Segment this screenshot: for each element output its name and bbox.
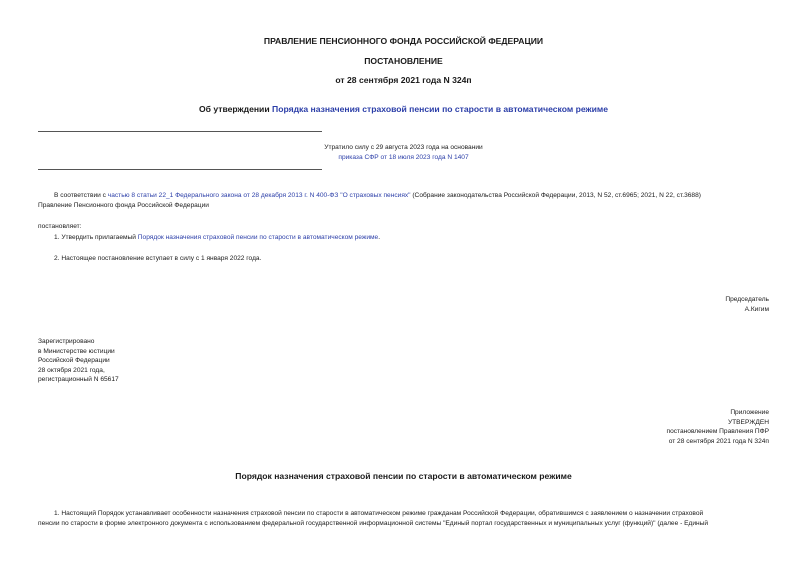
registration-line: Российской Федерации (38, 357, 110, 364)
signature-role: Председатель (725, 296, 769, 303)
preamble-text-after: (Собрание законодательства Российской Федерации, 2013, N 52, ст.6965; 2021, N 22, ст.3688) (410, 192, 701, 199)
preamble-text-before: В соответствии с (54, 192, 108, 199)
preamble-law-link[interactable]: частью 8 статьи 22_1 Федерального закона от 28 декабря 2013 г. N 400-ФЗ "О страховых пенсиях" (107, 192, 411, 199)
decree-item-1 (54, 233, 380, 243)
registration-line: в Министерстве юстиции (38, 347, 115, 355)
authority-heading: ПРАВЛЕНИЕ ПЕНСИОННОГО ФОНДА РОССИЙСКОЙ ФЕДЕРАЦИИ (263, 36, 544, 46)
document-title (0, 104, 807, 114)
item1-text: 1. Утвердить прилагаемый (54, 234, 138, 241)
appendix-line: УТВЕРЖДЕН (727, 418, 769, 426)
appendix-line: постановлением Правления ПФР (666, 428, 769, 435)
appendix-line: от 28 сентября 2021 года N 324п (668, 437, 769, 445)
appendix-line: Приложение (730, 409, 769, 416)
status-note (0, 143, 807, 162)
bottom-divider (38, 169, 322, 170)
registration-line: 28 октября 2021 года, (38, 366, 105, 374)
title-link[interactable]: Порядка назначения страховой пенсии по старости в автоматическом режиме (272, 104, 609, 114)
procedure-title: Порядок назначения страховой пенсии по старости в автоматическом режиме (235, 471, 572, 481)
preamble (38, 191, 778, 210)
status-note-link[interactable]: приказа СФР от 18 июля 2023 года N 1407 (338, 153, 469, 161)
item1-after: . (378, 234, 381, 241)
title-prefix: Об утверждении (198, 104, 273, 114)
preamble-line2: Правление Пенсионного фонда Российской Федерации (38, 201, 209, 209)
procedure-paragraph-1 (38, 509, 778, 528)
registration-block (38, 337, 119, 385)
status-note-line1: Утратило силу с 29 августа 2023 года на основании (324, 144, 483, 151)
paragraph-line: пенсии по старости в форме электронного документа с использованием федеральной государственной информационной системы "Единый портал государственных и муниципальных услуг (функций)" (далее - Единый (38, 519, 709, 527)
doc-type-heading: ПОСТАНОВЛЕНИЕ (364, 56, 443, 66)
registration-line: Зарегистрировано (38, 338, 95, 345)
top-divider (38, 131, 322, 132)
decree-item-2: 2. Настоящее постановление вступает в силу с 1 января 2022 года. (54, 255, 262, 262)
postanovlyaet: постановляет: (38, 223, 82, 230)
item1-procedure-link[interactable]: Порядок назначения страховой пенсии по старости в автоматическом режиме (137, 234, 379, 241)
registration-line: регистрационный N 65617 (38, 376, 119, 383)
signature-block (725, 295, 769, 314)
signature-name: А.Кигим (744, 305, 769, 313)
preamble-line1 (38, 191, 778, 201)
paragraph-line: 1. Настоящий Порядок устанавливает особенности назначения страховой пенсии по старости в автоматическом режиме гражданам Российской Федерации, обратившимся с заявлением о назначении страховой (54, 510, 704, 517)
date-number-heading: от 28 сентября 2021 года N 324п (335, 75, 472, 85)
appendix-block (667, 408, 770, 446)
